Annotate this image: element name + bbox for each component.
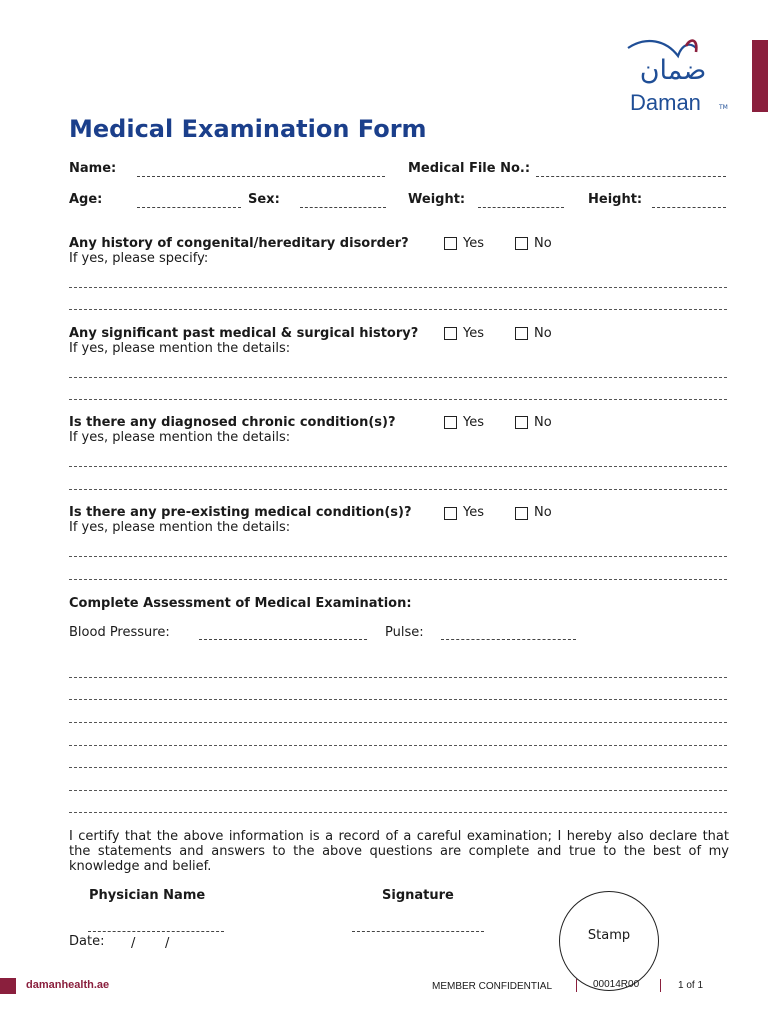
- signature-field[interactable]: [352, 931, 484, 932]
- question-1-answer-line[interactable]: [69, 309, 727, 310]
- question-3-yes-checkbox[interactable]: [444, 416, 457, 429]
- question-4-text: Is there any pre-existing medical condition(s)?: [69, 505, 412, 520]
- footer-form-code: 00014R00: [593, 979, 640, 990]
- question-2-yes-label: Yes: [463, 326, 484, 341]
- blood-pressure-field[interactable]: [199, 639, 367, 640]
- question-2-answer-line[interactable]: [69, 377, 727, 378]
- assessment-heading: Complete Assessment of Medical Examination:: [69, 596, 412, 611]
- question-3-answer-line[interactable]: [69, 466, 727, 467]
- footer-page-number: 1 of 1: [678, 980, 704, 991]
- question-2-yes-checkbox[interactable]: [444, 327, 457, 340]
- footer-website-link[interactable]: damanhealth.ae: [26, 979, 110, 991]
- question-3-no-checkbox[interactable]: [515, 416, 528, 429]
- blood-pressure-label: Blood Pressure:: [69, 625, 170, 640]
- question-4-answer-line[interactable]: [69, 579, 727, 580]
- question-2-no-checkbox[interactable]: [515, 327, 528, 340]
- age-field[interactable]: [137, 207, 241, 208]
- question-1-no-label: No: [534, 236, 552, 251]
- question-4-no-label: No: [534, 505, 552, 520]
- footer-divider: [576, 979, 577, 992]
- question-2-text: Any significant past medical & surgical history?: [69, 326, 419, 341]
- pulse-label: Pulse:: [385, 625, 424, 640]
- name-label: Name:: [69, 161, 117, 176]
- footer-brand-square: [0, 978, 16, 994]
- certification-statement: I certify that the above information is a record of a careful examination; I hereby also declare that the statements and answers to the above questions are complete and true to the best of my knowledge and belief.: [69, 829, 729, 874]
- question-3-answer-line[interactable]: [69, 489, 727, 490]
- medical-file-no-field[interactable]: [536, 176, 726, 177]
- question-2-no-label: No: [534, 326, 552, 341]
- logo-name: Daman: [630, 90, 701, 115]
- logo-trademark: TM: [719, 104, 728, 111]
- assessment-line[interactable]: [69, 699, 727, 700]
- weight-label: Weight:: [408, 192, 466, 207]
- question-3-subtext: If yes, please mention the details:: [69, 430, 291, 445]
- signature-label: Signature: [382, 888, 454, 903]
- question-4-subtext: If yes, please mention the details:: [69, 520, 291, 535]
- question-4-answer-line[interactable]: [69, 556, 727, 557]
- stamp-label: Stamp: [587, 928, 631, 943]
- question-4-no-checkbox[interactable]: [515, 507, 528, 520]
- footer-confidential-label: MEMBER CONFIDENTIAL: [432, 981, 553, 992]
- question-3-text: Is there any diagnosed chronic condition(s)?: [69, 415, 396, 430]
- assessment-line[interactable]: [69, 677, 727, 678]
- age-label: Age:: [69, 192, 103, 207]
- question-1-yes-checkbox[interactable]: [444, 237, 457, 250]
- question-3-yes-label: Yes: [463, 415, 484, 430]
- sex-field[interactable]: [300, 207, 386, 208]
- question-1-yes-label: Yes: [463, 236, 484, 251]
- question-1-subtext: If yes, please specify:: [69, 251, 209, 266]
- question-2-subtext: If yes, please mention the details:: [69, 341, 291, 356]
- question-1-answer-line[interactable]: [69, 287, 727, 288]
- date-separator: /: [165, 936, 170, 951]
- page-title: Medical Examination Form: [69, 115, 427, 143]
- pulse-field[interactable]: [441, 639, 576, 640]
- assessment-line[interactable]: [69, 722, 727, 723]
- physician-name-field[interactable]: [88, 931, 224, 932]
- question-4-yes-label: Yes: [463, 505, 484, 520]
- assessment-line[interactable]: [69, 745, 727, 746]
- weight-field[interactable]: [478, 207, 564, 208]
- assessment-line[interactable]: [69, 812, 727, 813]
- question-1-no-checkbox[interactable]: [515, 237, 528, 250]
- date-separator: /: [131, 936, 136, 951]
- question-1-text: Any history of congenital/hereditary disorder?: [69, 236, 409, 251]
- height-field[interactable]: [652, 207, 726, 208]
- sex-label: Sex:: [248, 192, 280, 207]
- medical-file-no-label: Medical File No.:: [408, 161, 531, 176]
- logo-arabic-name: ضمان: [639, 55, 707, 86]
- name-field[interactable]: [137, 176, 385, 177]
- footer-divider: [660, 979, 661, 992]
- date-label: Date:: [69, 934, 105, 949]
- assessment-line[interactable]: [69, 767, 727, 768]
- question-4-yes-checkbox[interactable]: [444, 507, 457, 520]
- brand-accent-bar: [752, 40, 768, 112]
- height-label: Height:: [588, 192, 643, 207]
- assessment-line[interactable]: [69, 790, 727, 791]
- question-3-no-label: No: [534, 415, 552, 430]
- physician-name-label: Physician Name: [89, 888, 206, 903]
- question-2-answer-line[interactable]: [69, 399, 727, 400]
